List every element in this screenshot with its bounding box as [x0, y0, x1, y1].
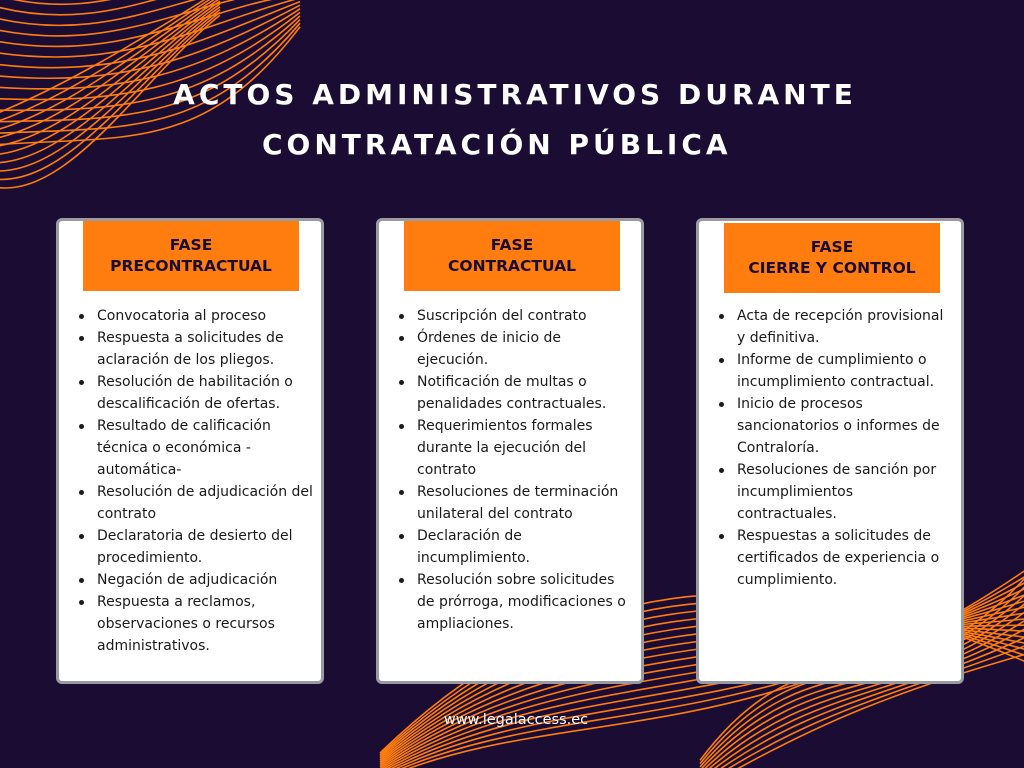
- list-item: Respuesta a solicitudes de aclaración de los pliegos.: [73, 327, 315, 371]
- list-item: Suscripción del contrato: [393, 305, 635, 327]
- page-title-line-2: CONTRATACIÓN PÚBLICA: [262, 128, 732, 161]
- wave-line: [0, 0, 300, 36]
- wave-line: [0, 0, 220, 134]
- wave-line: [0, 0, 300, 25]
- website-link[interactable]: www.legalaccess.ec: [443, 712, 589, 728]
- list-item: Órdenes de inicio de ejecución.: [393, 327, 635, 371]
- wave-line: [0, 2, 300, 68]
- list-item: Acta de recepción provisional y definitiva.: [713, 305, 955, 349]
- phase-header-line: PRECONTRACTUAL: [110, 257, 272, 275]
- phase-item-list: [73, 305, 315, 657]
- phase-card-cierre-control: [696, 218, 964, 684]
- list-item: Respuestas a solicitudes de certificados de experiencia o cumplimiento.: [713, 525, 955, 591]
- list-item: Respuesta a reclamos, observaciones o recursos administrativos.: [73, 591, 315, 657]
- list-item: Declaración de incumplimiento.: [393, 525, 635, 569]
- list-item: Convocatoria al proceso: [73, 305, 315, 327]
- list-item: Resoluciones de terminación unilateral del contrato: [393, 481, 635, 525]
- wave-line: [0, 0, 300, 47]
- wave-line: [0, 1, 220, 148]
- phase-header-precontractual: [83, 221, 299, 291]
- wave-line: [0, 5, 300, 78]
- wave-line: [0, 0, 300, 57]
- wave-line: [0, 0, 300, 4]
- phase-item-list: [713, 305, 955, 591]
- phase-header-line: FASE: [490, 236, 534, 254]
- list-item: Resultado de calificación técnica o económica -automática-: [73, 415, 315, 481]
- phase-card-precontractual: [56, 218, 324, 684]
- list-item: Resolución de habilitación o descalificación de ofertas.: [73, 371, 315, 415]
- list-item: Informe de cumplimiento o incumplimiento contractual.: [713, 349, 955, 393]
- list-item: Declaratoria de desierto del procedimiento.: [73, 525, 315, 569]
- list-item: Resolución de adjudicación del contrato: [73, 481, 315, 525]
- list-item: Resolución sobre solicitudes de prórroga, modificaciones o ampliaciones.: [393, 569, 635, 635]
- list-item: Notificación de multas o penalidades contractuales.: [393, 371, 635, 415]
- wave-line: [0, 0, 300, 15]
- phase-header-line: FASE: [169, 236, 213, 254]
- wave-line: [0, 0, 220, 141]
- phase-header-cierre-control: [724, 223, 940, 293]
- phase-header-line: CIERRE Y CONTROL: [748, 259, 916, 277]
- list-item: Resoluciones de sanción por incumplimientos contractuales.: [713, 459, 955, 525]
- list-item: Inicio de procesos sancionatorios o informes de Contraloría.: [713, 393, 955, 459]
- phase-item-list: [393, 305, 635, 635]
- wave-line: [0, 9, 300, 89]
- page-title-line-1: ACTOS ADMINISTRATIVOS DURANTE: [173, 78, 857, 111]
- list-item: Requerimientos formales durante la ejecución del contrato: [393, 415, 635, 481]
- phase-header-contractual: [404, 221, 620, 291]
- phase-header-line: FASE: [810, 238, 854, 256]
- list-item: Negación de adjudicación: [73, 569, 315, 591]
- phase-header-line: CONTRACTUAL: [448, 257, 576, 275]
- phase-card-contractual: [376, 218, 644, 684]
